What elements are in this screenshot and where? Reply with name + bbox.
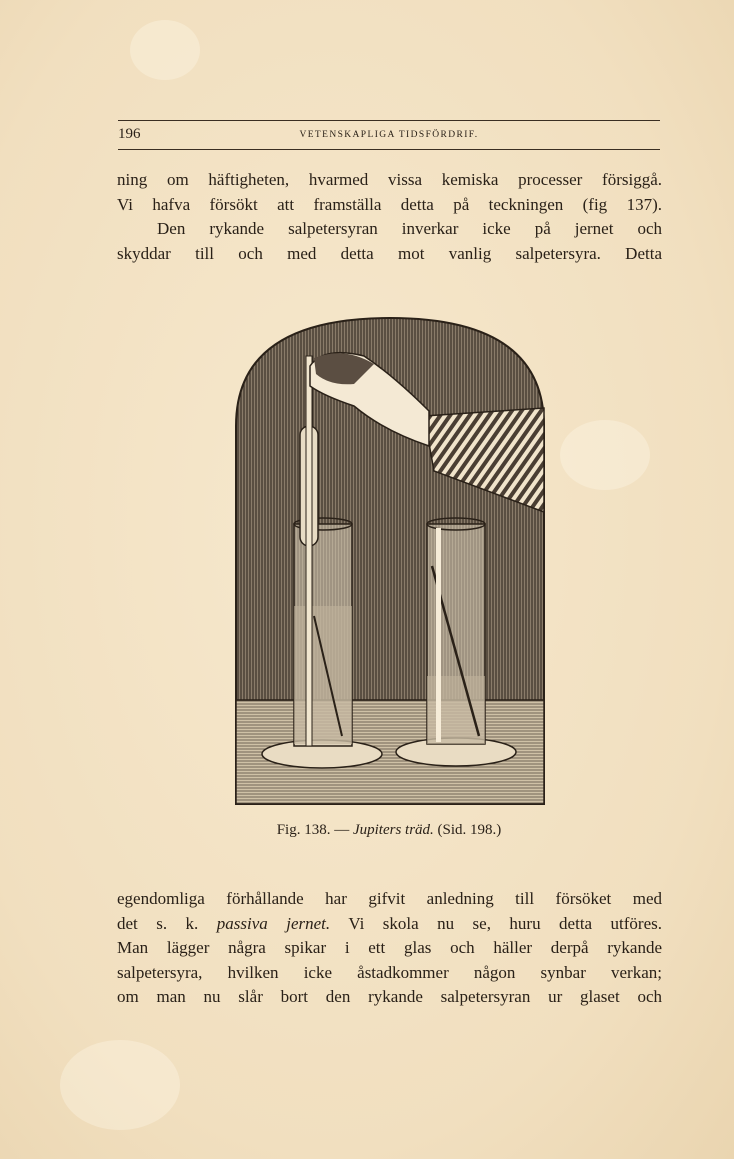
text-line: skyddar till och med detta mot vanlig salpetersyra. Detta [117, 243, 662, 263]
text-line: ning om häftigheten, hvarmed vissa kemiska processer försiggå. [117, 170, 662, 189]
text-line: om man nu slår bort den rykande salpetersyran ur glaset och [117, 987, 662, 1006]
text-line: salpetersyra, hvilken icke åstadkommer någon synbar verkan; [117, 962, 662, 982]
text-line: egendomliga förhållande har gifvit anledning till försöket med [117, 889, 662, 908]
page-number: 196 [118, 126, 141, 142]
paragraph-top [117, 168, 662, 266]
text-line: Man lägger några spikar i ett glas och häller derpå rykande [117, 938, 662, 957]
paragraph-bottom [117, 887, 662, 1010]
header-rule-top [118, 120, 660, 121]
paper-stain [130, 20, 200, 80]
text-fragment: Vi skola nu se, huru detta utföres. [348, 913, 663, 933]
figure-caption [118, 822, 660, 839]
caption-reference: (Sid. 198.) [437, 822, 502, 838]
header-rule-bottom [118, 149, 660, 150]
caption-title: Jupiters träd. [352, 822, 434, 838]
paper-stain [560, 420, 650, 490]
text-fragment: det s. k. [117, 913, 199, 933]
text-line: Vi hafva försökt att framställa detta på teckningen (fig 137). [117, 194, 662, 214]
running-title: VETENSKAPLIGA TIDSFÖRDRIF. [299, 130, 479, 140]
caption-prefix: Fig. 138. — [276, 822, 350, 838]
text-line [117, 912, 662, 937]
italic-term: passiva jernet. [216, 913, 331, 933]
paper-stain [60, 1040, 180, 1130]
text-line: Den rykande salpetersyran inverkar icke på jernet och [157, 219, 662, 238]
engraving-illustration [234, 316, 546, 806]
